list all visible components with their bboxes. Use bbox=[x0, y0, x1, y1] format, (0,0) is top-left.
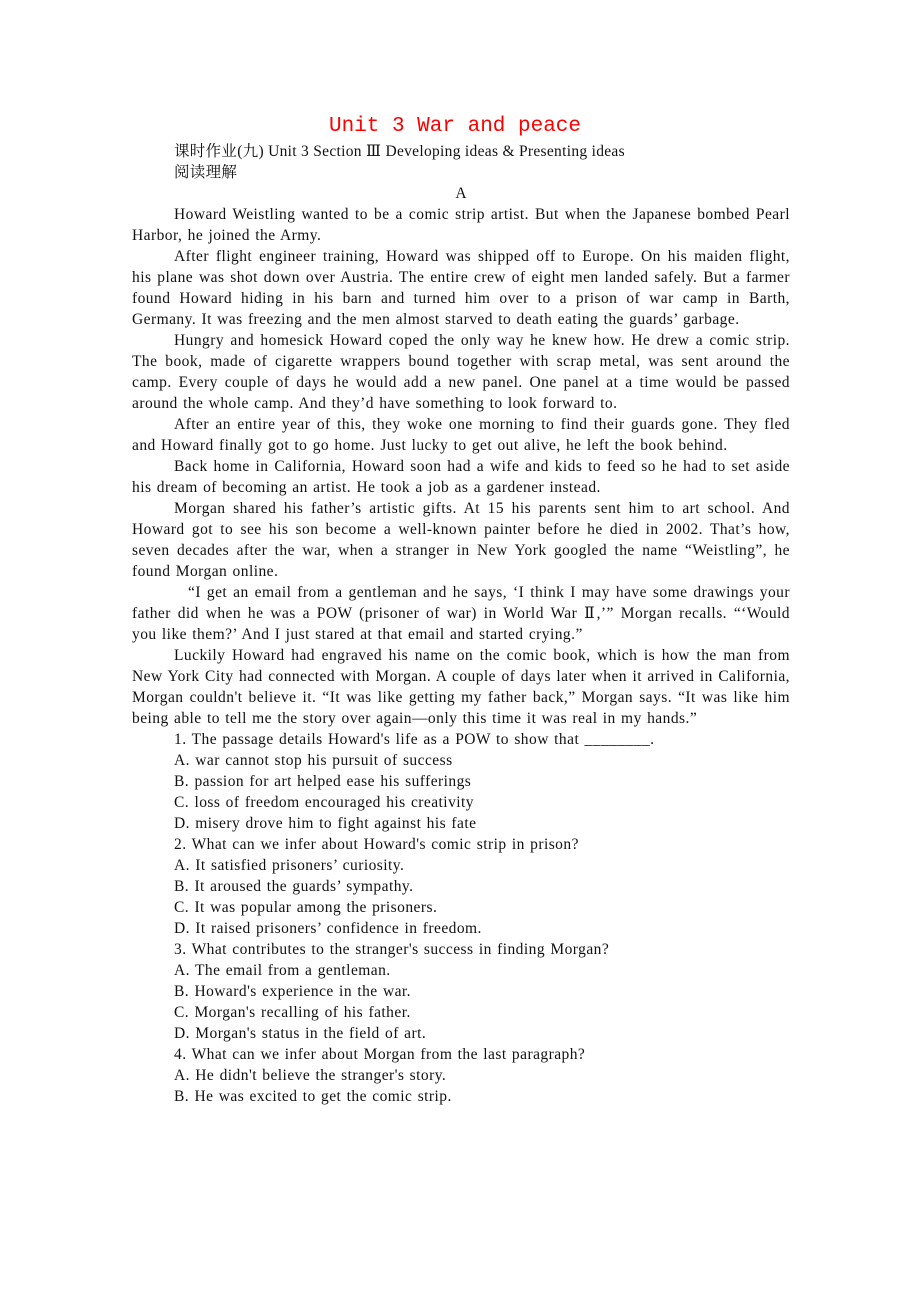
answer-option: A. war cannot stop his pursuit of success bbox=[174, 752, 453, 769]
answer-option: B. passion for art helped ease his sufferings bbox=[174, 773, 472, 790]
paragraph: Luckily Howard had engraved his name on the comic book, which is how the man from New York City had connected with Morgan. A couple of days later when it arrived in California, Morgan couldn't believe it. “It was like getting my father back,” Morgan says. “It was like him being able to tell me the story over again—only this time it was real in my hands.” bbox=[132, 647, 790, 727]
answer-option: A. It satisfied prisoners’ curiosity. bbox=[174, 857, 405, 874]
paragraph: After flight engineer training, Howard was shipped off to Europe. On his maiden flight, his plane was shot down over Austria. The entire crew of eight men landed safely. But a farmer found Howard hiding in his barn and turned him over to a prison of war camp in Barth, Germany. It was freezing and the men almost starved to death eating the guards’ garbage. bbox=[132, 248, 790, 328]
passage bbox=[132, 204, 790, 729]
paragraph: Howard Weistling wanted to be a comic strip artist. But when the Japanese bombed Pearl Harbor, he joined the Army. bbox=[132, 206, 790, 244]
paragraph: Hungry and homesick Howard coped the only way he knew how. He drew a comic strip. The book, made of cigarette wrappers bound together with scrap metal, was sent around the camp. Every couple of days he would add a new panel. One panel at a time would be passed around the whole camp. And they’d have something to look forward to. bbox=[132, 332, 790, 412]
questions bbox=[132, 729, 790, 1107]
answer-option: B. It aroused the guards’ sympathy. bbox=[174, 878, 414, 895]
document-title: Unit 3 War and peace bbox=[328, 115, 582, 138]
question-stem: 2. What can we infer about Howard's comic strip in prison? bbox=[174, 836, 579, 853]
answer-option: A. He didn't believe the stranger's story. bbox=[174, 1067, 447, 1084]
answer-option: C. loss of freedom encouraged his creativity bbox=[174, 794, 474, 811]
answer-option: D. It raised prisoners’ confidence in freedom. bbox=[174, 920, 482, 937]
answer-option: D. misery drove him to fight against his fate bbox=[174, 815, 477, 832]
passage-label: A bbox=[455, 185, 467, 202]
document-subtitle: 课时作业(九) Unit 3 Section Ⅲ Developing ideas & Presenting ideas bbox=[174, 143, 625, 160]
question-stem: 4. What can we infer about Morgan from the last paragraph? bbox=[174, 1046, 586, 1063]
paragraph: Morgan shared his father’s artistic gifts. At 15 his parents sent him to art school. And Howard got to see his son become a well-known painter before he died in 2002. That’s how, seven decades after the war, when a stranger in New York googled the name “Weistling”, he found Morgan online. bbox=[132, 500, 790, 580]
question-stem: 1. The passage details Howard's life as a POW to show that ________. bbox=[174, 731, 655, 748]
question-stem: 3. What contributes to the stranger's success in finding Morgan? bbox=[174, 941, 610, 958]
answer-option: C. Morgan's recalling of his father. bbox=[174, 1004, 411, 1021]
paragraph: “I get an email from a gentleman and he says, ‘I think I may have some drawings your father did when he was a POW (prisoner of war) in World War Ⅱ,’” Morgan recalls. “‘Would you like them?’ And I just stared at that email and started crying.” bbox=[132, 584, 790, 643]
answer-option: B. He was excited to get the comic strip. bbox=[174, 1088, 452, 1105]
document-page bbox=[132, 112, 790, 1107]
section-label: 阅读理解 bbox=[174, 164, 238, 181]
answer-option: C. It was popular among the prisoners. bbox=[174, 899, 438, 916]
paragraph: After an entire year of this, they woke one morning to find their guards gone. They fled and Howard finally got to go home. Just lucky to get out alive, he left the book behind. bbox=[132, 416, 790, 454]
answer-option: D. Morgan's status in the field of art. bbox=[174, 1025, 427, 1042]
answer-option: B. Howard's experience in the war. bbox=[174, 983, 412, 1000]
answer-option: A. The email from a gentleman. bbox=[174, 962, 391, 979]
paragraph: Back home in California, Howard soon had a wife and kids to feed so he had to set aside his dream of becoming an artist. He took a job as a gardener instead. bbox=[132, 458, 790, 496]
